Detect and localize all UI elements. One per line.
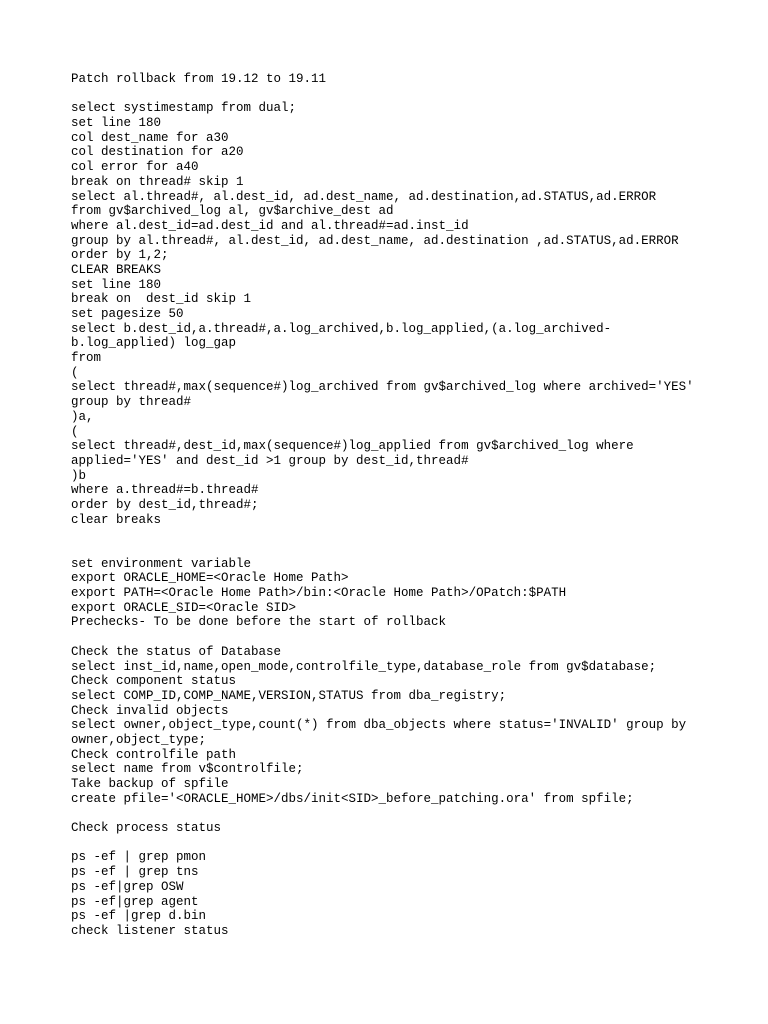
blank-lines [71,527,748,556]
text-line: )b [71,468,87,483]
database-checks-block [71,645,748,807]
text-line: group by thread# [71,395,192,410]
text-line: Check the status of Database [71,644,282,659]
blank-line [71,630,748,645]
text-line: export PATH=<Oracle Home Path>/bin:<Oracle Home Path>/OPatch:$PATH [71,586,567,601]
text-line: check listener status [71,923,229,938]
process-commands-block [71,850,748,938]
text-line: Check invalid objects [71,703,229,718]
text-line: create pfile='<ORACLE_HOME>/dbs/init<SID>_before_patching.ora' from spfile; [71,791,634,806]
text-line: break on thread# skip 1 [71,174,244,189]
text-line: col error for a40 [71,160,199,175]
text-line: set pagesize 50 [71,307,184,321]
text-line: select owner,object_type,count(*) from dba_objects where status='INVALID' group by [71,718,687,733]
text-line: col destination for a20 [71,145,244,160]
text-line: select al.thread#, al.dest_id, ad.dest_name, ad.destination,ad.STATUS,ad.ERROR [71,189,657,204]
text-line: select b.dest_id,a.thread#,a.log_archived,b.log_applied,(a.log_archived- [71,321,612,336]
text-line: from [71,351,102,366]
environment-block [71,557,748,630]
text-line: Check component status [71,674,237,689]
blank-line [71,836,748,851]
document-title: Patch rollback from 19.12 to 19.11 [71,72,327,86]
text-line: select systimestamp from dual; [71,101,297,116]
text-line: )a, [71,409,94,424]
text-line: Check controlfile path [71,747,237,762]
text-line: order by 1,2; [71,248,169,263]
text-line: select inst_id,name,open_mode,controlfile_type,database_role from gv$database; [71,659,657,674]
text-line: applied='YES' and dest_id >1 group by dest_id,thread# [71,453,469,468]
text-line: where al.dest_id=ad.dest_id and al.thread#=ad.inst_id [71,218,469,233]
text-line: ps -ef|grep OSW [71,879,184,894]
process-status-heading: Check process status [71,821,222,836]
text-line: set line 180 [71,277,162,292]
text-line: ps -ef |grep d.bin [71,909,207,924]
text-line: col dest_name for a30 [71,130,229,145]
text-line: ( [71,365,79,380]
text-line: select thread#,dest_id,max(sequence#)log_applied from gv$archived_log where [71,439,634,454]
text-line: from gv$archived_log al, gv$archive_dest ad [71,204,394,219]
text-line: Prechecks- To be done before the start of rollback [71,615,447,630]
text-line: ps -ef | grep pmon [71,850,207,865]
text-line: b.log_applied) log_gap [71,336,237,351]
text-line: order by dest_id,thread#; [71,497,259,512]
text-line: set line 180 [71,116,162,131]
text-line: where a.thread#=b.thread# [71,483,259,498]
text-line: break on dest_id skip 1 [71,292,252,307]
text-line: clear breaks [71,512,162,527]
text-line: select COMP_ID,COMP_NAME,VERSION,STATUS from dba_registry; [71,688,507,703]
text-line: select name from v$controlfile; [71,762,304,777]
text-line: ps -ef|grep agent [71,894,199,909]
text-line: CLEAR BREAKS [71,262,162,277]
text-line: owner,object_type; [71,732,207,747]
blank-line [71,806,748,821]
blank-line [71,87,748,102]
archive-log-query-block [71,101,748,527]
text-line: group by al.thread#, al.dest_id, ad.dest_name, ad.destination ,ad.STATUS,ad.ERROR [71,233,679,248]
text-line: ps -ef | grep tns [71,865,199,880]
text-line: Take backup of spfile [71,777,229,792]
text-line: export ORACLE_SID=<Oracle SID> [71,600,297,615]
text-line: select thread#,max(sequence#)log_archived from gv$archived_log where archived='YES' [71,380,694,395]
text-line: ( [71,424,79,439]
text-line: export ORACLE_HOME=<Oracle Home Path> [71,571,349,586]
text-line: set environment variable [71,556,252,571]
